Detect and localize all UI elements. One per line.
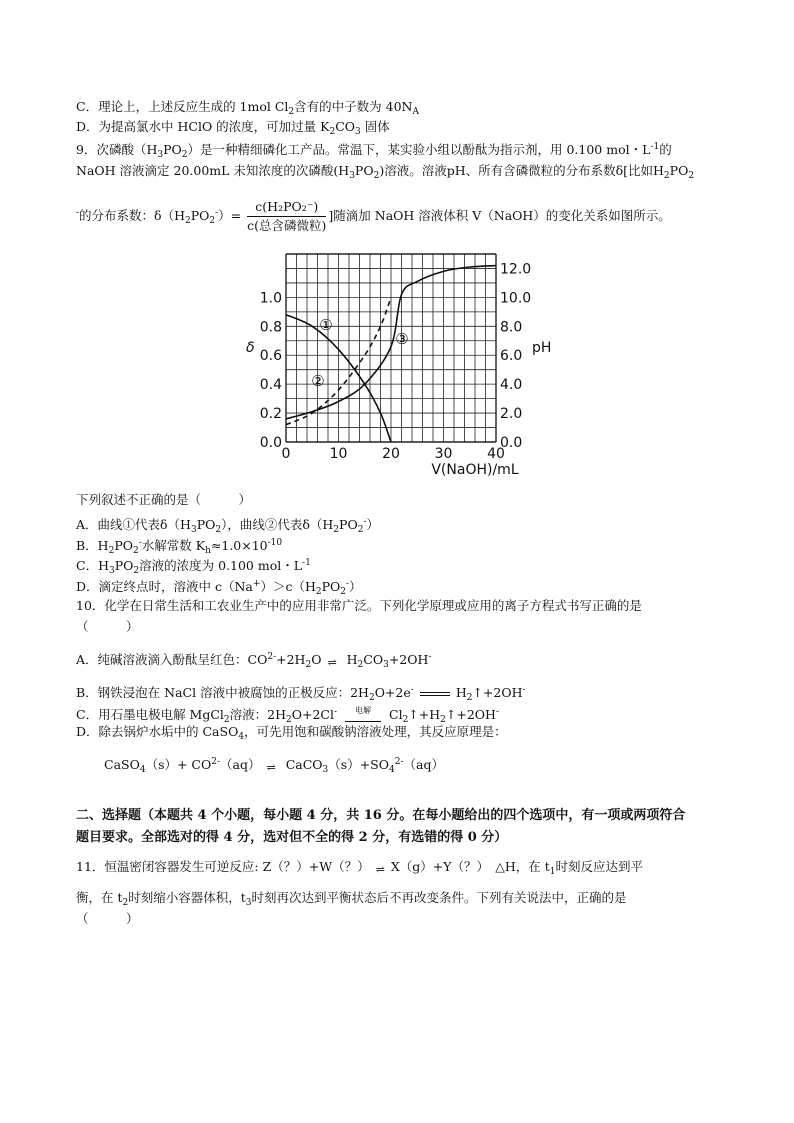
q9-stem: 下列叙述不正确的是（ ） (76, 492, 252, 507)
q11-line1: 11．恒温密闭容器发生可逆反应: Z（？）+W（？） ⇌ X（g）+Y（？） △H，在 $t_1$时刻反应达到平 (76, 857, 754, 882)
q10-option-b: B．钢铁浸泡在 NaCl 溶液中被腐蚀的正极反应：$2H_2O+2e^-$ $H_2↑+2OH^-$ (76, 685, 526, 703)
reversible-arrow-icon: ⇌ (375, 863, 385, 876)
q9-option-d: D．滴定终点时，溶液中 $c(Na^+)>c(H_2PO_2^-)$ (76, 579, 362, 597)
q10-option-c: C．用石墨电极电解 MgCl$_2$溶液：$2H_2O+2Cl^-$ 电解 $Cl_2↑+H_2↑+2OH^-$ (76, 701, 754, 730)
option-d-line: D．为提高氯水中 HClO 的浓度，可加过量 $K_2CO_3$ 固体 (76, 119, 390, 137)
q9-line1: 9．次磷酸$(H_3PO_2)$是一种精细磷化工产品。常温下，某实验小组以酚酞为指示剂，用 0.100 mol・$L^{-1}$的 (76, 142, 672, 160)
q9-line2: NaOH 溶液滴定 20.00mL 未知浓度的次磷酸$(H_3PO_2)$溶液。溶液pH、所有含磷微粒的分布系数δ[比如$H_2PO_2$ (76, 163, 695, 181)
electrolysis-arrow: 电解 (345, 701, 381, 722)
q11-line3: （ ） (76, 911, 139, 926)
x-tick-label: 30 (434, 446, 453, 462)
q9-option-a: A．曲线①代表$\delta(H_3PO_2)$，曲线②代表$\delta(H_2PO_2^-)$ (76, 517, 379, 535)
x-tick-label: 40 (487, 446, 505, 462)
y-left-tick-label: 0.6 (259, 348, 282, 365)
y-right-tick-label: 4.0 (500, 377, 523, 394)
q9-line3: -的分布系数：$\delta(H_2PO_2^-)=$ $\frac{\text{c(H₂PO₂⁻)}}{\text{c(总含磷微粒)}}$ ]随滴加 NaOH 溶液体积 V（NaOH）的变化关系如图所示。 (76, 199, 671, 233)
x-axis-label: V(NaOH)/mL (431, 462, 519, 478)
y-right-tick-label: 10.0 (500, 290, 532, 307)
q9-option-b: B．$H_2PO_2^-$水解常数 $K_h\approx 1.0\times 10^{-10}$ (76, 538, 283, 556)
q11-line2: 衡，在 $t_2$时刻缩小容器体积，$t_3$时刻再次达到平衡状态后不再改变条件。下列有关说法中，正确的是 (76, 890, 627, 908)
section2-heading-line1: 二、选择题（本题共 4 个小题，每小题 4 分，共 16 分。在每小题给出的四个选项中，有一项或两项符合 (76, 808, 686, 823)
y-right-tick-label: 6.0 (500, 348, 523, 365)
x-tick-label: 20 (382, 446, 400, 462)
q9-option-c: C．$H_3PO_2$溶液的浓度为 0.100 mol・$L^{-1}$ (76, 558, 311, 576)
y-right-axis-label: pH (532, 340, 552, 356)
q10-line1: 10．化学在日常生活和工农业生产中的应用非常广泛。下列化学原理或应用的离子方程式书写正确的是 (76, 598, 642, 613)
series-label-1: ① (319, 316, 333, 334)
y-right-tick-label: 12.0 (500, 261, 532, 278)
y-right-tick-label: 2.0 (500, 406, 523, 423)
reversible-arrow-icon: ⇌ (266, 761, 276, 774)
y-left-tick-label: 0.2 (259, 406, 282, 423)
option-c-line: C．理论上，上述反应生成的 1mol $Cl_2$含有的中子数为 $40N_A$ (76, 99, 419, 117)
y-right-tick-label: 8.0 (500, 319, 523, 336)
y-left-axis-label: δ (246, 340, 255, 356)
reversible-arrow-icon: ⇌ (327, 656, 337, 669)
titration-chart (0, 244, 794, 504)
q10-option-d-equation: CaSO$_4$（s）+ $CO^{2-}(aq)$ ⇌ $CaCO_3(s)+SO_4^{2-}(aq)$ (104, 752, 754, 780)
q10-line2: （ ） (76, 619, 139, 634)
equals-sign-icon (420, 692, 450, 696)
series-label-3: ③ (395, 330, 409, 348)
y-left-tick-label: 0.8 (259, 319, 282, 336)
y-left-tick-label: 0.0 (259, 435, 282, 451)
x-tick-label: 10 (329, 446, 348, 462)
distribution-fraction: $\frac{\text{c(H₂PO₂⁻)}}{\text{c(总含磷微粒)}}$ (247, 199, 327, 233)
x-tick-label: 0 (281, 446, 291, 462)
y-right-tick-label: 0.0 (500, 435, 523, 451)
q10-option-d: D．除去锅炉水垢中的 CaSO$_4$，可先用饱和碳酸钠溶液处理，其反应原理是： (76, 724, 507, 742)
series-label-2: ② (311, 372, 325, 390)
q10-option-a: A．纯碱溶液滴入酚酞呈红色：$CO^{2-}+2H_2O$ ⇌ $H_2CO_3+2OH^-$ (76, 647, 754, 675)
y-left-tick-label: 1.0 (259, 290, 282, 307)
y-left-tick-label: 0.4 (259, 377, 282, 394)
section2-heading-line2: 题目要求。全部选对的得 4 分，选对但不全的得 2 分，有选错的得 0 分） (76, 830, 508, 845)
